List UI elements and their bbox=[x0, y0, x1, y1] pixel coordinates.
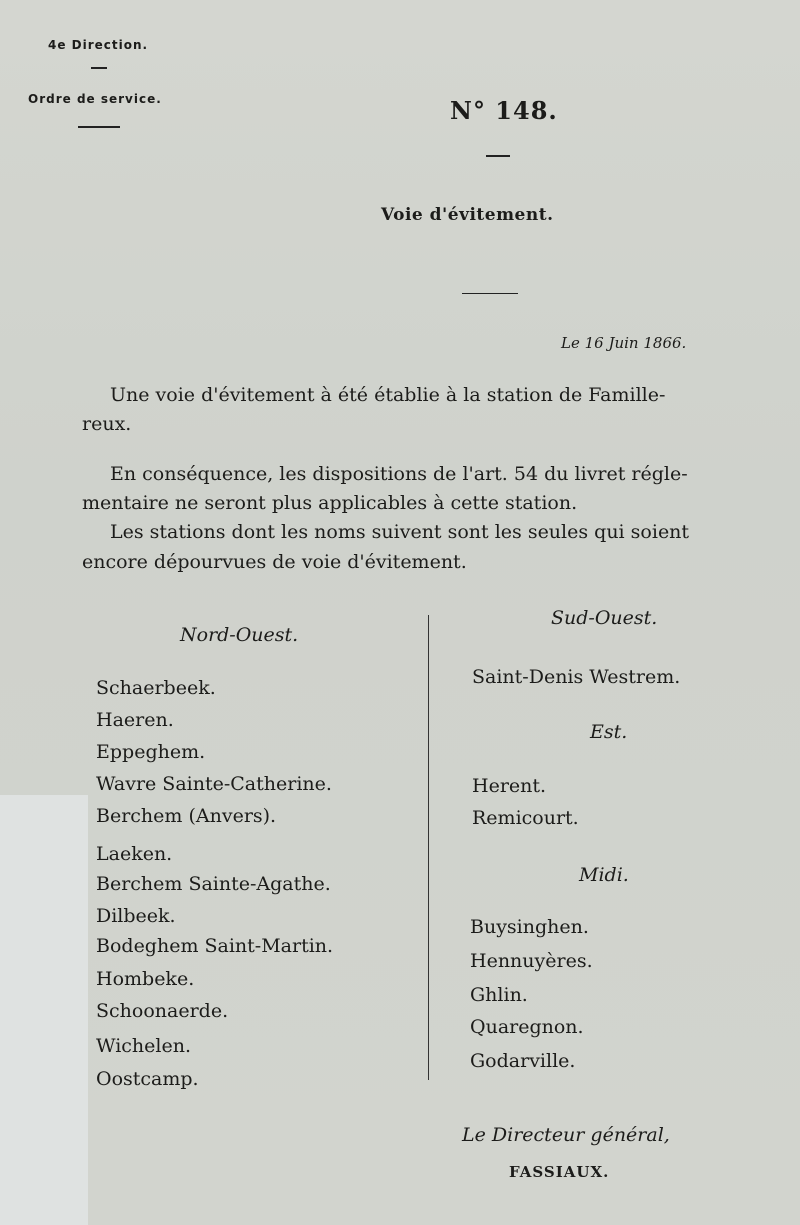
station-item: Saint-Denis Westrem. bbox=[472, 666, 681, 688]
paragraph-line: Les stations dont les noms suivent sont les seules qui soient bbox=[110, 521, 690, 543]
paragraph-line: Une voie d'évitement à été établie à la station de Famille- bbox=[110, 384, 666, 406]
station-item: Laeken. bbox=[96, 843, 173, 865]
station-item: Ghlin. bbox=[470, 984, 528, 1006]
column-divider bbox=[428, 615, 429, 1080]
station-item: Berchem (Anvers). bbox=[96, 805, 277, 827]
heading-sud-ouest: Sud-Ouest. bbox=[551, 607, 658, 629]
station-item: Eppeghem. bbox=[96, 741, 206, 763]
ordre-label: Ordre de service. bbox=[28, 92, 162, 106]
station-item: Hennuyères. bbox=[470, 950, 593, 972]
station-item: Buysinghen. bbox=[470, 916, 589, 938]
number-dash bbox=[486, 155, 510, 157]
direction-dash bbox=[91, 67, 107, 69]
ordre-rule bbox=[78, 126, 120, 128]
station-item: Wichelen. bbox=[96, 1035, 191, 1057]
document-title: Voie d'évitement. bbox=[381, 205, 554, 225]
station-item: Schaerbeek. bbox=[96, 677, 216, 699]
paragraph-line: En conséquence, les dispositions de l'art. 54 du livret régle- bbox=[110, 463, 688, 485]
paragraph-line: reux. bbox=[82, 413, 132, 435]
station-item: Wavre Sainte-Catherine. bbox=[96, 773, 332, 795]
order-number: N° 148. bbox=[450, 96, 558, 125]
document-date: Le 16 Juin 1866. bbox=[561, 334, 687, 352]
paragraph-line: encore dépourvues de voie d'évitement. bbox=[82, 551, 467, 573]
station-item: Dilbeek. bbox=[96, 905, 176, 927]
station-item: Berchem Sainte-Agathe. bbox=[96, 873, 331, 895]
signature-name: FASSIAUX. bbox=[509, 1163, 610, 1181]
station-item: Bodeghem Saint-Martin. bbox=[96, 935, 334, 957]
station-item: Hombeke. bbox=[96, 968, 195, 990]
heading-est: Est. bbox=[590, 721, 628, 743]
station-item: Haeren. bbox=[96, 709, 174, 731]
direction-label: 4e Direction. bbox=[48, 38, 149, 52]
signature-role: Le Directeur général, bbox=[462, 1124, 670, 1146]
station-item: Herent. bbox=[472, 775, 547, 797]
station-item: Schoonaerde. bbox=[96, 1000, 229, 1022]
station-item: Godarville. bbox=[470, 1050, 576, 1072]
station-item: Quaregnon. bbox=[470, 1016, 584, 1038]
paragraph-line: mentaire ne seront plus applicables à cette station. bbox=[82, 492, 578, 514]
heading-midi: Midi. bbox=[579, 864, 629, 886]
title-rule bbox=[462, 293, 518, 294]
scan-edge-strip bbox=[0, 795, 88, 1225]
station-item: Oostcamp. bbox=[96, 1068, 199, 1090]
heading-nord-ouest: Nord-Ouest. bbox=[180, 624, 299, 646]
station-item: Remicourt. bbox=[472, 807, 579, 829]
